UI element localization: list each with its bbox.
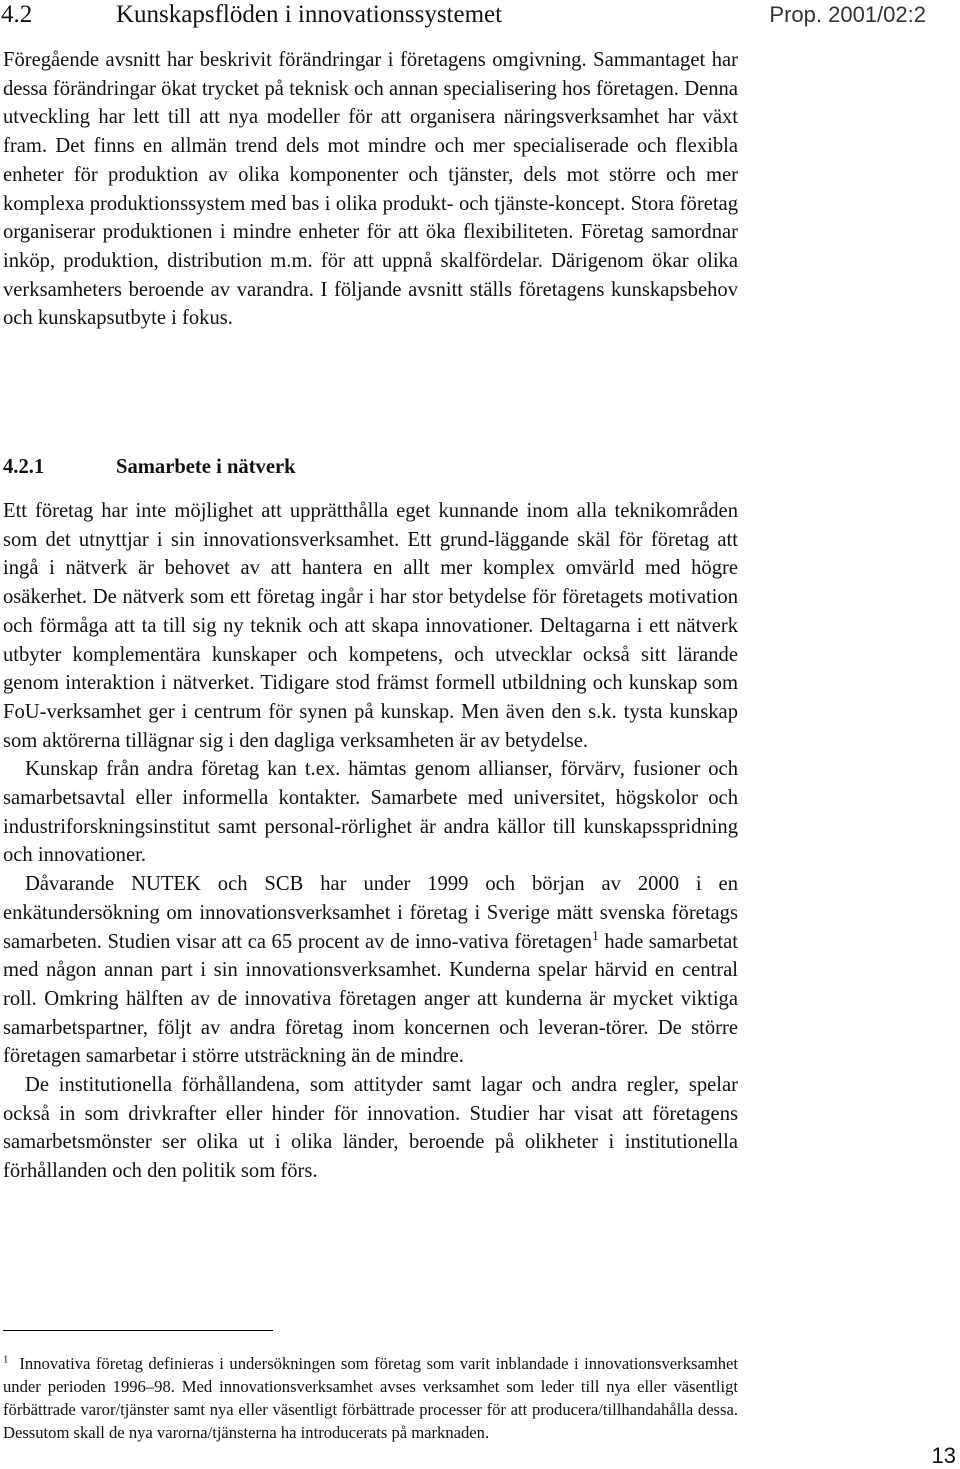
intro-section: [3, 46, 738, 333]
paragraph-3: [3, 870, 738, 1071]
footnote-divider: [3, 1330, 273, 1331]
paragraph-3-part-2: hade samarbetat med någon annan part i sin innovationsverksamhet. Kunderna spelar härvid en central roll. Omkring hälften av de innovativa företagen anger att kunderna är mycket viktiga samarbetspartner, följt av andra företag inom koncernen och leveran-törer. De större företagen samarbetar i större utsträckning än de mindre.: [3, 930, 738, 1068]
section-title: Kunskapsflöden i innovationssystemet: [116, 1, 503, 28]
footnote-text: Innovativa företag definieras i undersökningen som företag som varit inblandade i innovationsverksamhet under perioden 1996–98. Med innovationsverksamhet avses verksamhet som leder till nya eller väsentligt förbättrade varor/tjänster samt nya eller väsentligt förbättrade processer för att producera/tillhandahålla dessa. Dessutom skall de nya varorna/tjänsterna ha introducerats på marknaden.: [3, 1354, 739, 1442]
page-number: 13: [931, 1443, 956, 1468]
subsection-number: 4.2.1: [3, 456, 45, 478]
proposition-reference: Prop. 2001/02:2: [769, 2, 926, 27]
paragraph-4: De institutionella förhållandena, som attityder samt lagar och andra regler, spelar också in som drivkrafter eller hinder för innovation. Studier har visat att företagens samarbetsmönster ser olika ut i olika länder, beroende på olikheter i institutionella förhållanden och den politik som förs.: [3, 1074, 738, 1183]
intro-paragraph: Föregående avsnitt har beskrivit förändringar i företagens omgivning. Sammantaget har dessa förändringar ökat trycket på teknisk och annan specialisering hos företagen. Denna utveckling har lett till att nya modeller för att organisera näringsverksamhet har växt fram. Det finns en allmän trend dels mot mindre och mer specialiserade och flexibla enheter för produktion av olika komponenter och tjänster, dels mot större och mer komplexa produktionssystem med bas i olika produkt- och tjänste-koncept. Stora företag organiserar produktionen i mindre enheter för att öka flexibiliteten. Företag samordnar inköp, produktion, distribution m.m. för att uppnå skalfördelar. Därigenom ökar olika verksamheters beroende av varandra. I följande avsnitt ställs företagens kunskapsbehov och kunskapsutbyte i fokus.: [3, 49, 738, 330]
subsection-title: Samarbete i nätverk: [116, 456, 296, 478]
paragraph-1: Ett företag har inte möjlighet att upprätthålla eget kunnande inom alla teknikområden som det utnyttjar i sin innovationsverksamhet. Ett grund-läggande skäl för företag att ingå i nätverk är behovet av att hantera en allt mer komplex omvärld med högre osäkerhet. De nätverk som ett företag ingår i har stor betydelse för företagets motivation och förmåga att ta till sig ny teknik och att skapa innovationer. Deltagarna i ett nätverk utbyter komplementära kunskaper och kompetens, och utvecklar också sitt lärande genom interaktion i nätverket. Tidigare stod främst formell utbildning och kunskap som FoU-verksamhet ger i centrum för synen på kunskap. Men även den s.k. tysta kunskap som aktörerna tillägnar sig i den dagliga verksamheten är av betydelse.: [3, 500, 738, 752]
page-header: [0, 0, 960, 30]
subsection-body: [3, 497, 738, 1186]
paragraph-3-part-1: Dåvarande NUTEK och SCB har under 1999 och början av 2000 i en enkätundersökning om innovationsverksamhet i företag i Sverige mätt svenska företags samarbeten. Studien visar att ca 65 procent av de inno-vativa företagen: [3, 873, 738, 953]
footnote: [3, 1352, 738, 1444]
paragraph-2: Kunskap från andra företag kan t.ex. hämtas genom allianser, förvärv, fusioner och samarbetsavtal eller informella kontakter. Samarbete med universitet, högskolor och industriforskningsinstitut samt personal-rörlighet är andra källor till kunskapsspridning och innovationer.: [3, 758, 738, 867]
footnote-reference[interactable]: 1: [592, 927, 599, 943]
section-number: 4.2: [1, 1, 33, 28]
footnote-marker: 1: [3, 1353, 9, 1366]
